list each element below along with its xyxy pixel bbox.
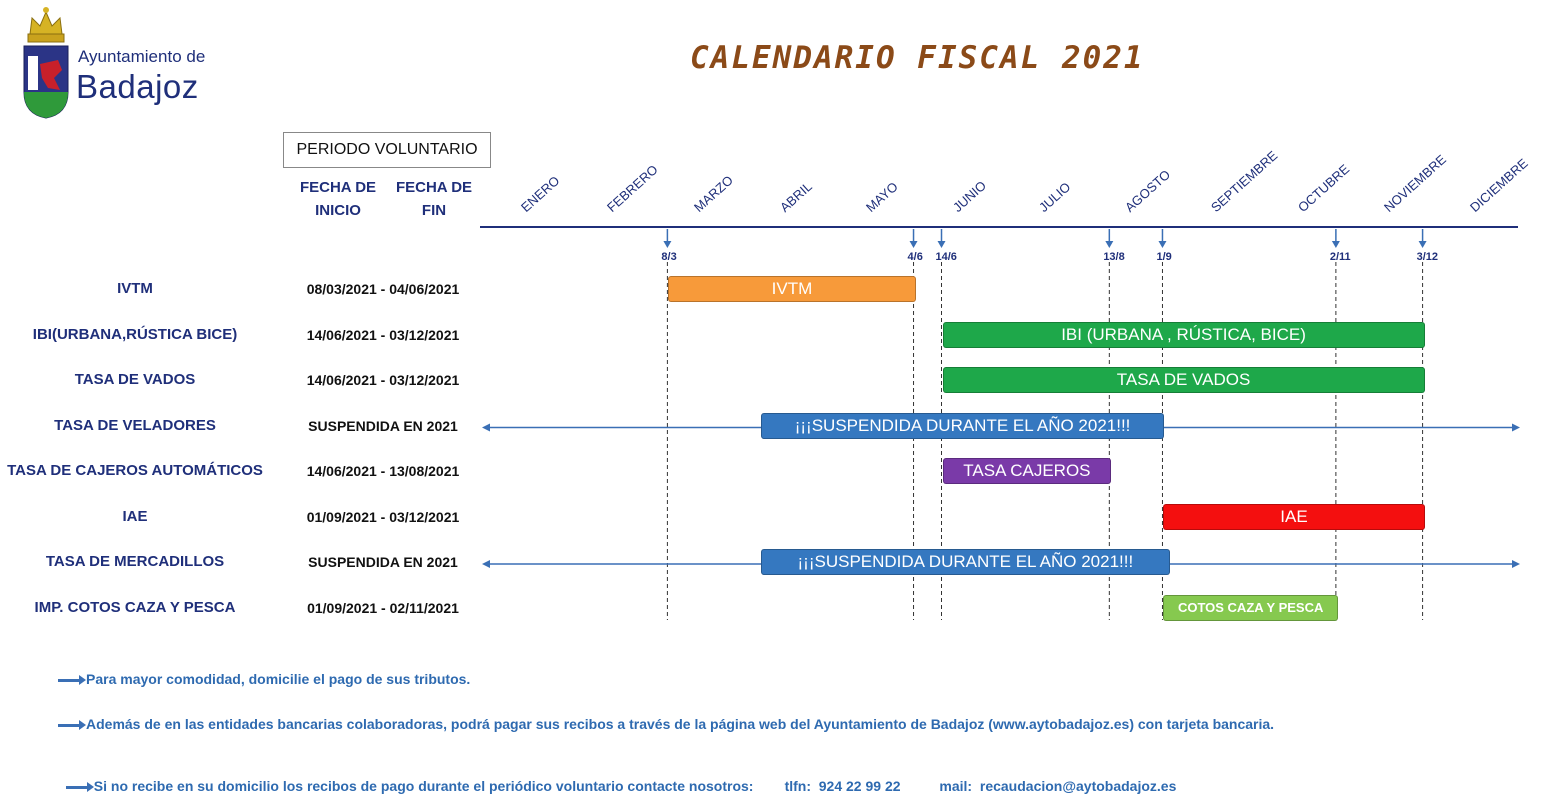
row-label: IAE [122,507,148,525]
tick-label: 1/9 [1156,251,1172,263]
row-period: 14/06/2021 - 03/12/2021 [306,326,460,343]
period-bar: ¡¡¡SUSPENDIDA DURANTE EL AÑO 2021!!! [761,413,1165,439]
note-text-2: Además de en las entidades bancarias colaboradoras, podrá pagar sus recibos a través de la página web del Ayuntamiento de Badajoz (www.aytobadajoz.es) con tarjeta bancaria. [86,716,1275,732]
period-bar: IBI (URBANA , RÚSTICA, BICE) [943,322,1425,348]
page-title: CALENDARIO FISCAL 2021 [690,40,1145,76]
arrow-right-icon [58,724,82,727]
row-period: SUSPENDIDA EN 2021 [308,417,458,434]
note-pago-web [58,716,1274,732]
period-bar: TASA CAJEROS [943,458,1112,484]
row-period: 14/06/2021 - 13/08/2021 [306,463,460,479]
note-contacto [58,762,1176,794]
period-bar: ¡¡¡SUSPENDIDA DURANTE EL AÑO 2021!!! [761,549,1170,575]
row-label: TASA DE VELADORES [54,416,216,434]
note-domicilie [58,671,470,687]
arrow-right-icon [58,679,82,682]
row-period: 14/06/2021 - 03/12/2021 [306,372,460,388]
row-period: 01/09/2021 - 03/12/2021 [306,508,460,525]
arrow-right-icon [66,786,90,789]
month-label-noviembre: NOVIEMBRE [1380,151,1449,215]
periodo-voluntario-box: PERIODO VOLUNTARIO [283,132,491,168]
month-label-agosto: AGOSTO [1122,166,1174,215]
tick-label: 14/6 [935,251,957,263]
tick-arrow-head [663,241,671,248]
period-bar: IAE [1163,504,1424,530]
month-label-octubre: OCTUBRE [1294,161,1352,215]
month-label-mayo: MAYO [863,178,901,215]
row-label: TASA DE MERCADILLOS [45,553,225,570]
tick-label: 13/8 [1103,251,1125,263]
period-bar: TASA DE VADOS [943,367,1425,393]
period-bar: IVTM [668,276,915,302]
fecha-fin-line2: FIN [421,202,447,219]
tick-arrow-head [1105,241,1113,248]
logo-text-line1: Ayuntamiento de [78,47,206,66]
tick-arrow-head [1332,241,1340,248]
note-text-1: Para mayor comodidad, domicilie el pago de sus tributos. [86,671,471,687]
arrow-right-icon [1512,424,1520,432]
month-label-marzo: MARZO [690,172,736,215]
row-label: TASA DE VADOS [74,371,196,388]
fecha-inicio-line1: FECHA DE [299,179,377,196]
tick-arrow-head [1419,241,1427,248]
note-text-3: Si no recibe en su domicilio los recibos de pago durante el periódico voluntario contacte nosotros: tlfn: 924 22 99 22 mail: recaudacion@aytobadajoz.es [93,778,1177,794]
month-label-enero: ENERO [517,172,563,215]
tick-arrow-head [910,241,918,248]
arrow-right-icon [1512,560,1520,568]
row-label: IMP. COTOS CAZA Y PESCA [34,598,236,616]
tick-arrow-head [938,241,946,248]
month-label-abril: ABRIL [776,178,815,215]
row-label: IVTM [117,280,153,297]
month-label-junio: JUNIO [949,177,989,215]
row-label: IBI(URBANA,RÚSTICA BICE) [32,325,238,343]
row-period: 01/09/2021 - 02/11/2021 [307,599,459,616]
tick-label: 3/12 [1416,251,1438,263]
fecha-inicio-line2: INICIO [315,202,361,219]
month-label-julio: JULIO [1035,179,1074,215]
tick-label: 8/3 [661,251,677,263]
row-period: SUSPENDIDA EN 2021 [308,554,458,570]
row-label: TASA DE CAJEROS AUTOMÁTICOS [7,462,263,479]
tick-arrow-head [1158,241,1166,248]
tick-label: 2/11 [1329,251,1351,263]
month-label-septiembre: SEPTIEMBRE [1208,147,1281,215]
month-label-febrero: FEBRERO [604,161,661,215]
tick-label: 4/6 [907,251,923,263]
row-period: 08/03/2021 - 04/06/2021 [306,281,460,297]
month-label-diciembre: DICIEMBRE [1467,155,1531,215]
logo-text-line2: Badajoz [76,68,199,105]
period-bar: COTOS CAZA Y PESCA [1163,595,1337,621]
fecha-fin-line1: FECHA DE [395,179,473,196]
